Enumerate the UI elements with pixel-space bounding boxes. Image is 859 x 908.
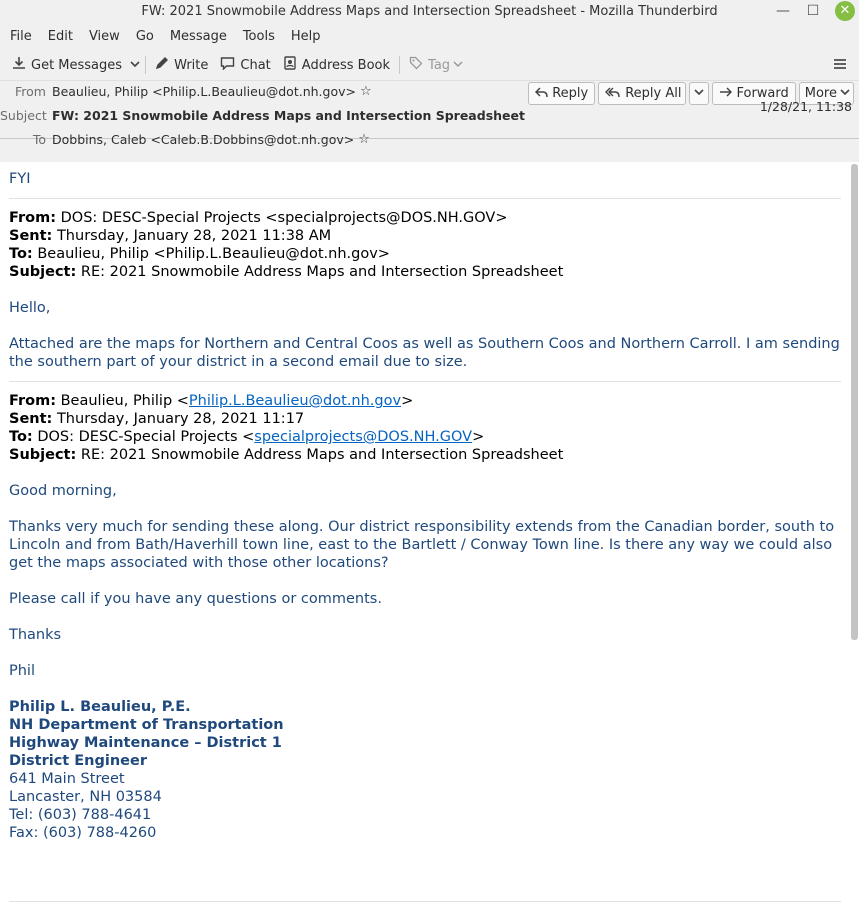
quote2-thanks: Thanks xyxy=(9,627,62,643)
get-messages-button[interactable] xyxy=(6,52,128,78)
message-content xyxy=(0,162,859,842)
close-icon[interactable]: ✕ xyxy=(835,1,855,21)
chevron-down-icon xyxy=(694,86,704,101)
quote2-name: Phil xyxy=(9,663,35,679)
menu-help[interactable]: Help xyxy=(290,28,321,44)
quote2-sent: Sent: Thursday, January 28, 2021 11:17 xyxy=(9,411,305,427)
bottom-divider xyxy=(9,901,841,902)
window-controls xyxy=(775,0,855,22)
star-icon[interactable]: ☆ xyxy=(358,132,370,147)
write-label: Write xyxy=(174,57,209,73)
get-messages-label: Get Messages xyxy=(31,57,123,73)
tag-label: Tag xyxy=(428,57,451,73)
chevron-down-icon xyxy=(453,58,463,73)
forward-label: Forward xyxy=(736,86,789,101)
chat-label: Chat xyxy=(240,57,271,73)
quote2-call: Please call if you have any questions or comments. xyxy=(9,591,382,607)
email-link[interactable]: Philip.L.Beaulieu@dot.nh.gov xyxy=(188,393,402,409)
message-date: 1/28/21, 11:38 xyxy=(759,99,852,114)
star-icon[interactable]: ☆ xyxy=(359,84,372,99)
forward-icon xyxy=(719,86,732,102)
reply-label: Reply xyxy=(552,86,589,101)
signature-fax: Fax: (603) 788-4260 xyxy=(9,825,157,841)
write-button[interactable] xyxy=(149,52,214,78)
message-header xyxy=(0,80,859,147)
main-toolbar xyxy=(0,50,859,80)
chevron-down-icon xyxy=(130,58,140,73)
quote2-greeting: Good morning, xyxy=(9,483,117,499)
quote2-to: To: DOS: DESC-Special Projects <specialprojects@DOS.NH.GOV> xyxy=(9,429,485,445)
maximize-icon[interactable]: ☐ xyxy=(806,3,820,19)
header-to-row xyxy=(0,132,370,147)
to-value[interactable]: Dobbins, Caleb <Caleb.B.Dobbins@dot.nh.gov> xyxy=(52,132,355,147)
quote1-to: To: Beaulieu, Philip <Philip.L.Beaulieu@dot.nh.gov> xyxy=(9,246,390,262)
window-title: FW: 2021 Snowmobile Address Maps and Intersection Spreadsheet - Mozilla Thunderbird xyxy=(141,3,718,19)
quote1-body: Attached are the maps for Northern and Central Coos as well as Southern Coos and Northern Carroll. I am sending the southern part of your district in a second email due to size. xyxy=(9,336,840,370)
reply-all-dropdown[interactable] xyxy=(689,82,709,105)
window-titlebar xyxy=(0,0,859,22)
menu-bar xyxy=(0,22,859,50)
hamburger-menu-icon[interactable] xyxy=(833,56,847,75)
quote1-from: From: DOS: DESC-Special Projects <specialprojects@DOS.NH.GOV> xyxy=(9,210,508,226)
quote1-sent: Sent: Thursday, January 28, 2021 11:38 AM xyxy=(9,228,332,244)
get-messages-dropdown[interactable] xyxy=(128,52,142,78)
from-label: From xyxy=(15,84,46,99)
toolbar-divider xyxy=(145,56,146,74)
chat-icon xyxy=(220,56,235,74)
address-book-icon xyxy=(283,56,297,74)
address-book-button[interactable] xyxy=(277,52,396,78)
signature-title: District Engineer xyxy=(9,753,147,769)
pencil-icon xyxy=(155,56,169,74)
download-icon xyxy=(12,56,26,74)
reply-all-label: Reply All xyxy=(625,86,682,101)
more-label: More xyxy=(804,86,837,101)
quote2-body: Thanks very much for sending these along. Our district responsibility extends from the Canadian border, south to Lincoln and from Bath/Haverhill town line, east to the Bartlett / Conway Town line. Is there any way we could also get the maps associated with those other locations? xyxy=(9,519,835,571)
scrollbar-thumb[interactable] xyxy=(851,164,858,640)
header-from-row xyxy=(0,84,372,99)
signature-division: Highway Maintenance – District 1 xyxy=(9,735,282,751)
signature-name: Philip L. Beaulieu, P.E. xyxy=(9,699,191,715)
tag-button[interactable] xyxy=(403,52,469,78)
subject-label: Subject xyxy=(0,108,47,123)
email-link[interactable]: specialprojects@DOS.NH.GOV xyxy=(254,429,473,445)
reply-all-icon xyxy=(605,86,621,102)
reply-icon xyxy=(535,86,548,102)
menu-edit[interactable]: Edit xyxy=(47,28,73,44)
menu-view[interactable]: View xyxy=(88,28,120,44)
address-book-label: Address Book xyxy=(301,57,391,73)
scrollbar[interactable] xyxy=(850,162,859,908)
menu-go[interactable]: Go xyxy=(135,28,154,44)
chat-button[interactable] xyxy=(214,52,276,78)
toolbar-divider xyxy=(399,56,400,74)
from-value[interactable]: Beaulieu, Philip <Philip.L.Beaulieu@dot.nh.gov> xyxy=(52,84,356,99)
menu-file[interactable]: File xyxy=(10,28,32,44)
signature-street: 641 Main Street xyxy=(9,771,125,787)
quote1-subject: Subject: RE: 2021 Snowmobile Address Maps and Intersection Spreadsheet xyxy=(9,264,564,280)
fyi-text: FYI xyxy=(9,171,31,187)
quote-divider xyxy=(9,381,841,382)
quote2-from: From: Beaulieu, Philip <Philip.L.Beaulieu@dot.nh.gov> xyxy=(9,393,414,409)
message-body xyxy=(0,162,859,908)
quote1-greeting: Hello, xyxy=(9,300,51,316)
signature-org: NH Department of Transportation xyxy=(9,717,284,733)
header-subject-row xyxy=(0,108,525,123)
menu-tools[interactable]: Tools xyxy=(242,28,275,44)
to-label: To xyxy=(32,132,46,147)
quote-divider xyxy=(9,198,841,199)
minimize-icon[interactable]: — xyxy=(776,3,790,19)
reply-all-button[interactable] xyxy=(598,82,686,105)
subject-value: FW: 2021 Snowmobile Address Maps and Intersection Spreadsheet xyxy=(52,108,525,123)
signature-tel: Tel: (603) 788-4641 xyxy=(9,807,152,823)
menu-message[interactable]: Message xyxy=(169,28,227,44)
signature-city: Lancaster, NH 03584 xyxy=(9,789,162,805)
reply-button[interactable] xyxy=(528,82,595,105)
tag-icon xyxy=(409,56,423,74)
quote2-subject: Subject: RE: 2021 Snowmobile Address Maps and Intersection Spreadsheet xyxy=(9,447,564,463)
